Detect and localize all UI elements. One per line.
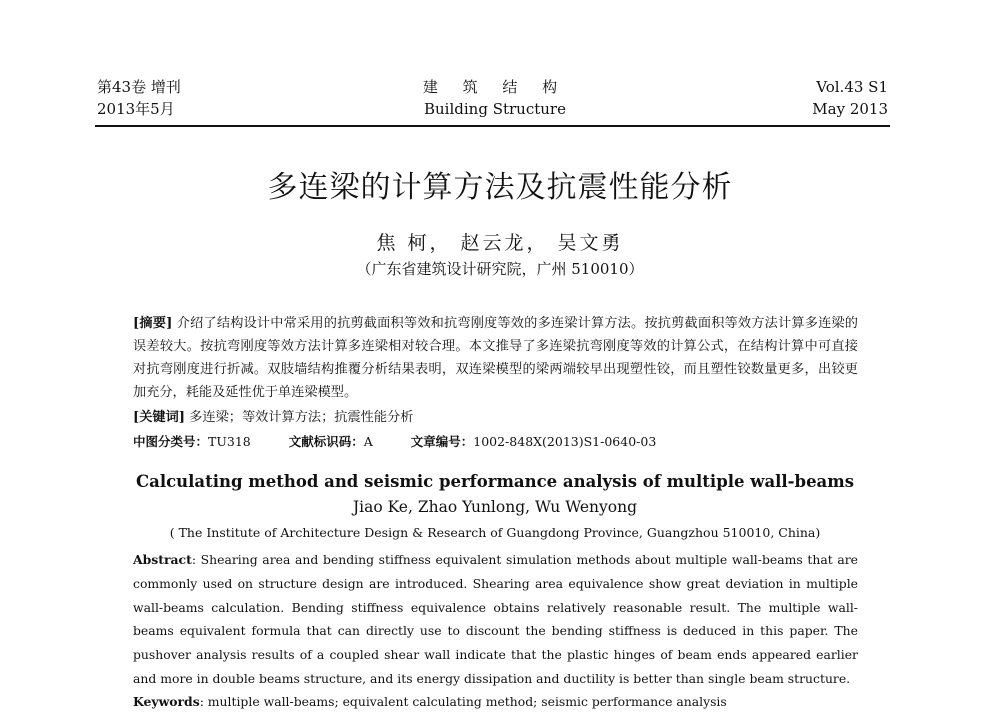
doc-code-value: A bbox=[363, 434, 373, 449]
journal-name bbox=[420, 76, 570, 120]
paper-title-en: Calculating method and seismic performance analysis of multiple wall-beams bbox=[136, 472, 854, 491]
affiliation-en: ( The Institute of Architecture Design & Research of Guangdong Province, Guangzhou 510010, China) bbox=[169, 525, 821, 540]
keywords-en bbox=[133, 691, 727, 713]
classification-row bbox=[133, 431, 656, 453]
abstract-cn bbox=[133, 312, 858, 404]
publish-date-en: May 2013 bbox=[812, 100, 888, 118]
keywords-cn bbox=[133, 407, 413, 429]
journal-volume-info bbox=[97, 76, 181, 120]
clc-label: 中图分类号： bbox=[133, 434, 209, 449]
journal-name-cn: 建 筑 结 构 bbox=[422, 78, 568, 96]
abstract-cn-label: [摘要] bbox=[133, 316, 173, 331]
journal-name-en: Building Structure bbox=[424, 100, 566, 118]
paper-title-cn: 多连梁的计算方法及抗震性能分析 bbox=[267, 170, 733, 205]
abstract-en-label: Abstract bbox=[133, 552, 192, 567]
volume-issue: 第43卷 增刊 bbox=[97, 78, 181, 96]
doc-code-label: 文献标识码： bbox=[288, 434, 364, 449]
volume-en: Vol.43 S1 bbox=[816, 78, 888, 96]
keywords-en-text: : multiple wall-beams; equivalent calculating method; seismic performance analysis bbox=[199, 694, 727, 709]
abstract-en-text: : Shearing area and bending stiffness equivalent simulation methods about multiple wall-beams that are commonly used on structure design are introduced. Shearing area equivalence show great deviation in multiple wall-beams calculation. Bending stiffness equivalence obtains relatively reasonable result. The multiple wall-beams equivalent formula that can directly use to discount the bending stiffness is deduced in this paper. The pushover analysis results of a coupled shear wall indicate that the plastic hinges of beam ends appeared earlier and more in double beams structure, and its energy dissipation and ductility is better than single beam structure. bbox=[133, 552, 858, 686]
journal-volume-en bbox=[812, 76, 888, 120]
abstract-en bbox=[133, 548, 858, 691]
authors-cn: 焦 柯， 赵云龙， 吴文勇 bbox=[376, 232, 624, 254]
affiliation-cn: （广东省建筑设计研究院，广州 510010） bbox=[356, 260, 644, 278]
clc-value: TU318 bbox=[208, 434, 251, 449]
keywords-en-label: Keywords bbox=[133, 694, 200, 709]
abstract-cn-text: 介绍了结构设计中常采用的抗剪截面积等效和抗弯刚度等效的多连梁计算方法。按抗剪截面积等效方法计算多连梁的误差较大。按抗弯刚度等效方法计算多连梁相对较合理。本文推导了多连梁抗弯刚度等效的计算公式，在结构计算中可直接对抗弯刚度进行折减。双肢墙结构推覆分析结果表明，双连梁模型的梁两端较早出现塑性铰，而且塑性铰数量更多，出铰更加充分，耗能及延性优于单连梁模型。 bbox=[133, 316, 858, 400]
article-number-value: 1002-848X(2013)S1-0640-03 bbox=[473, 434, 657, 449]
keywords-cn-label: [关键词] bbox=[133, 410, 186, 425]
publish-date-cn: 2013年5月 bbox=[97, 100, 175, 118]
authors-en: Jiao Ke, Zhao Yunlong, Wu Wenyong bbox=[352, 498, 638, 516]
article-number-label: 文章编号： bbox=[410, 434, 474, 449]
keywords-cn-text: 多连梁；等效计算方法；抗震性能分析 bbox=[189, 410, 414, 425]
header-divider bbox=[95, 125, 890, 127]
